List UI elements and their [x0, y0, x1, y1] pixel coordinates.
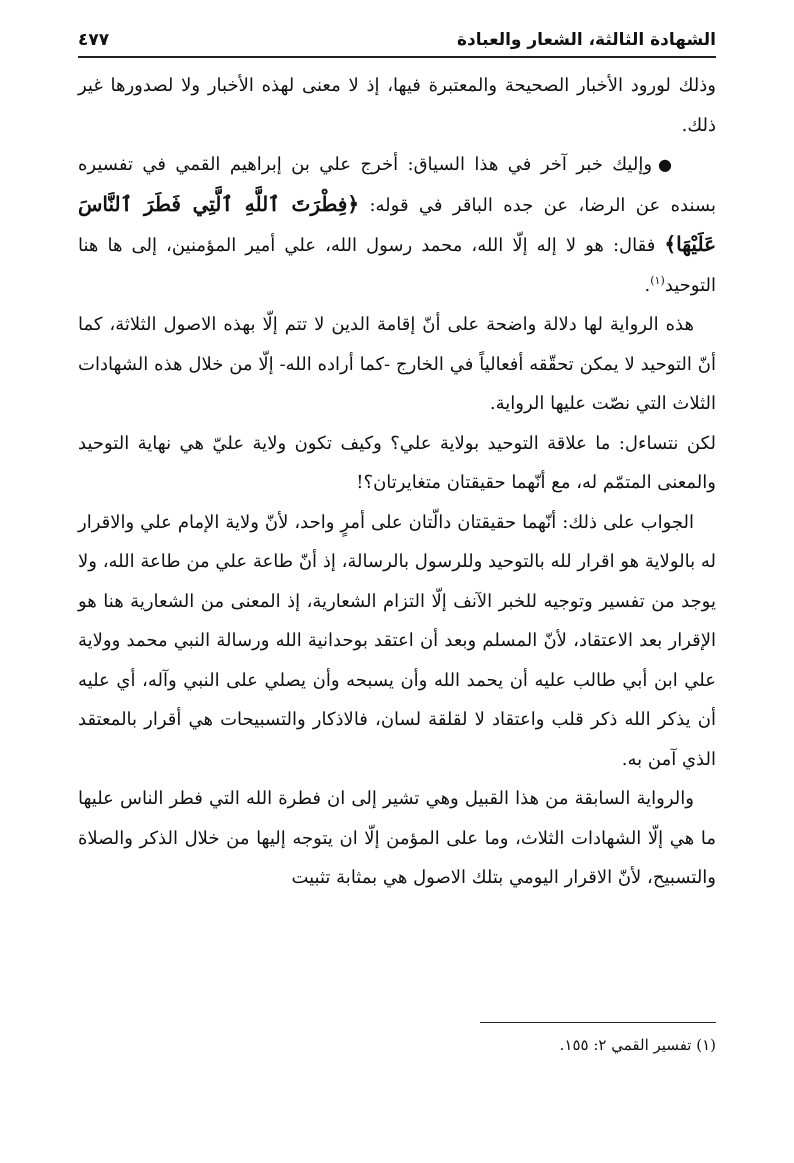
footnote: (١) تفسير القمي ٢: ١٥٥. [559, 1036, 716, 1054]
quote-end: . [644, 274, 651, 296]
paragraph-1: وذلك لورود الأخبار الصحيحة والمعتبرة فيها، إذ لا معنى لهذه الأخبار ولا لصدورها غير ذلك. [78, 75, 716, 136]
paragraph-4: الجواب على ذلك: أنّهما حقيقتان دالّتان على أمرٍ واحد، لأنّ ولاية الإمام علي والاقرار له بالولاية هو اقرار لله بالتوحيد وللرسول بالرسالة، إذ أنّ طاعة علي من طاعة الله، ولا يوجد من تفسير وتوجيه للخبر الآنف إلّا التزام الشعارية، إذ المعنى من الشعارية هنا هو الإقرار بعد الاعتقاد، لأنّ المسلم وبعد أن اعتقد بوحدانية الله ورسالة النبي محمد وولاية علي ابن أبي طالب عليه أن يحمد الله وأن يسبحه وأن يصلي على النبي وآله، أي عليه أن يذكر الله ذكر قلب واعتقاد لا لقلقة لسان، فالاذكار والتسبيحات هي أقرار بالمعتقد الذي آمن به. [78, 511, 716, 770]
quote-follow-text: فقال: هو لا إله إلّا الله، محمد رسول الله، علي أمير المؤمنين، إلى ها هنا التوحيد [78, 235, 716, 296]
paragraph-2: هذه الرواية لها دلالة واضحة على أنّ إقامة الدين لا تتم إلّا بهذه الاصول الثلاثة، كما أنّ التوحيد لا يمكن تحقّقه أفعالياً في الخارج -كما أراده الله- إلّا من خلال هذه الشهادات الثلاث التي نصّت عليها الرواية. [78, 314, 716, 414]
main-text [78, 66, 716, 898]
page-number: ٤٧٧ [78, 30, 110, 50]
footnote-separator [480, 1022, 716, 1023]
paragraph-3: لكن نتساءل: ما علاقة التوحيد بولاية علي؟ وكيف تكون ولاية عليّ هي نهاية التوحيد والمعنى المتمّم له، مع أنّهما حقيقتان متغايرتان؟! [78, 432, 716, 493]
header-rule [78, 56, 716, 58]
paragraph-5: والرواية السابقة من هذا القبيل وهي تشير إلى ان فطرة الله التي فطر الناس عليها ما هي إلّا الشهادات الثلاث، وما على المؤمن إلّا ان يتوجه إليها من خلال الذكر والصلاة والتسبيح، لأنّ الاقرار اليومي بتلك الاصول هي بمثابة تثبيت [78, 788, 716, 888]
quran-verse: ﴿فِطْرَتَ ٱللَّهِ ٱلَّتِي فَطَرَ ٱلنَّاسَ عَلَيْهَا﴾ [78, 191, 716, 256]
bullet-icon: ● [658, 155, 672, 174]
quote-lead-text: وإليك خبر آخر في هذا السياق: أخرج علي بن إبراهيم القمي في تفسيره بسنده عن الرضا، عن جده الباقر في قوله: [78, 154, 717, 216]
paragraph-quote [78, 145, 716, 305]
footnote-reference: (١) [650, 273, 665, 287]
page-header [78, 22, 716, 58]
running-title: الشهادة الثالثة، الشعار والعبادة [457, 30, 716, 50]
